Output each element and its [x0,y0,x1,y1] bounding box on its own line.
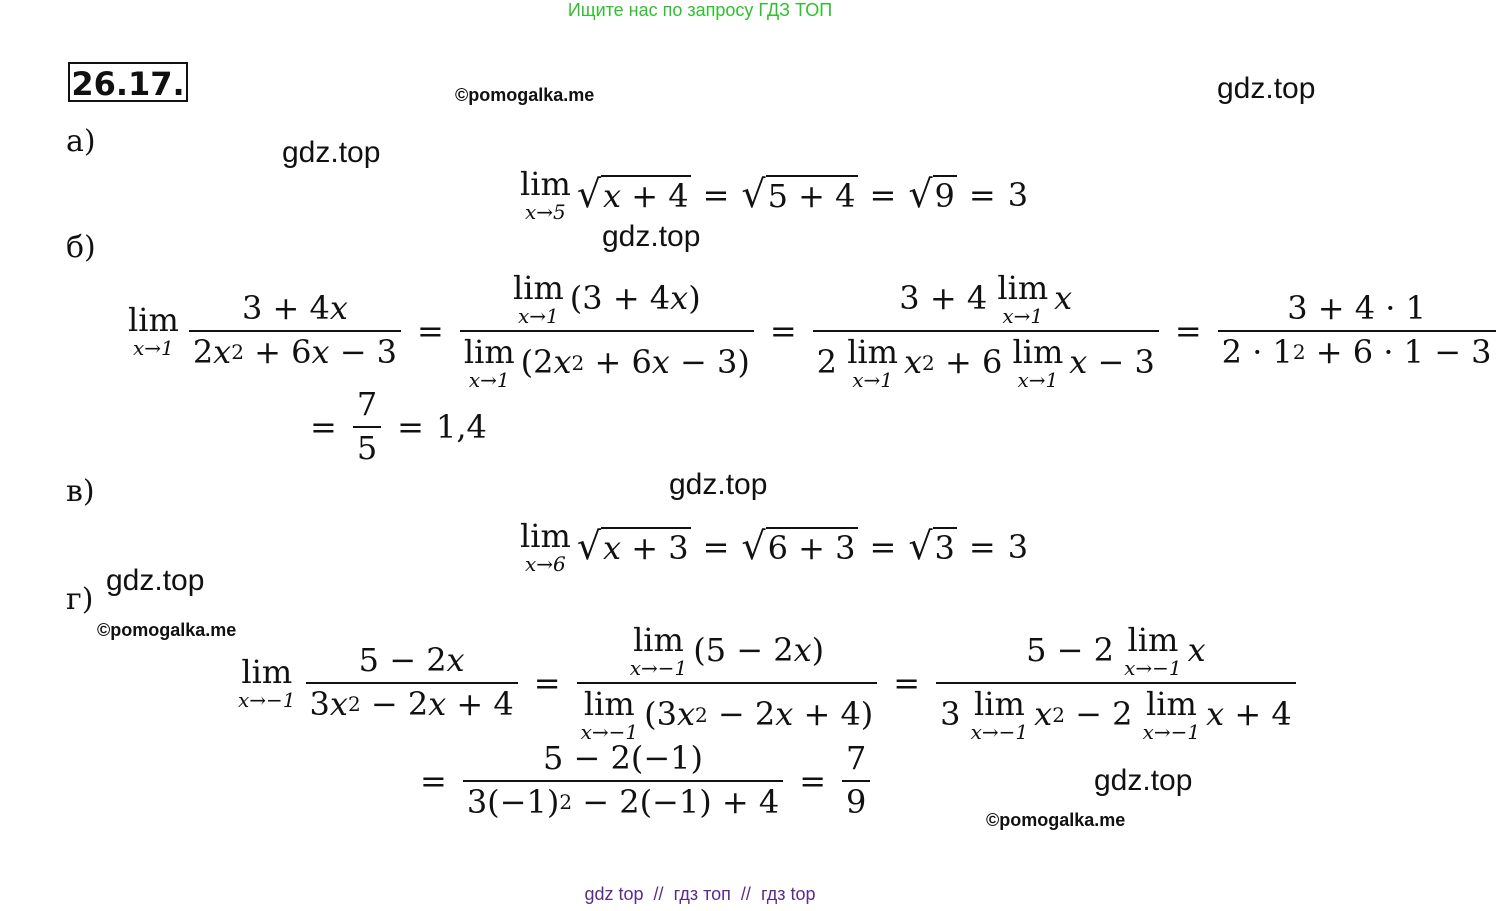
formula-v: lim x→6 √ x + 3 = √ 6 + 3 = √ 3 = 3 [520,517,1029,576]
part-b-label: б) [66,230,96,265]
footer-link-gdz-top-mixed[interactable]: гдз top [760,884,816,904]
top-banner: Ищите нас по запросу ГДЗ ТОП [567,0,833,20]
footer-link-gdz-top[interactable]: gdz top [584,884,644,904]
site-watermark: gdz.top [1217,72,1316,105]
part-v-label: в) [66,474,95,509]
footer-link-gdz-top-ru[interactable]: гдз топ [673,884,731,904]
formula-g-line2: = 5 − 2(−1) 3(−1) 2 − 2(−1) + 4 = $\frac{7}{9}$ [420,742,874,819]
site-watermark: gdz.top [669,468,768,501]
problem-number: 26.17. [68,62,188,102]
copyright-watermark: ©pomogalka.me [986,810,1126,830]
part-g-label: г) [66,582,94,617]
formula-g-line1: lim x→−1 5 − 2 x 3 x 2 − 2 x + 4 = lim x→−1 (5 − 2 x ) lim x→−1 (3 x 2 − 2 x + 4) = 5 − 2 lim x→−1 x 3 lim x→−1 x 2 − 2 lim x→−1 x + 4 [238,624,1300,742]
footer-separator: // [653,884,664,904]
copyright-watermark: ©pomogalka.me [97,620,237,640]
formula-a: lim x→5 √ x + 4 = √ 5 + 4 = √ 9 = 3 [520,165,1029,224]
formula-b-line1: lim x→1 3 + 4 x 2 x 2 + 6 x − 3 = lim x→1 (3 + 4 x ) lim x→1 (2 x 2 + 6 x − 3) = 3 + 4 lim x→1 x 2 lim x→1 x 2 + 6 lim x→1 x − 3 = 3 + 4 · 1 2 · 1 2 + 6 · 1 − 3 [128,272,1500,390]
site-watermark: gdz.top [282,136,381,169]
footer-separator: // [740,884,751,904]
copyright-watermark: ©pomogalka.me [455,85,595,105]
footer-links [0,884,1400,905]
formula-b-line2: = $\frac{7}{5}$ = 1,4 [310,385,487,467]
site-watermark: gdz.top [1094,764,1193,797]
site-watermark: gdz.top [106,564,205,597]
part-a-label: а) [66,124,96,159]
site-watermark: gdz.top [602,220,701,253]
